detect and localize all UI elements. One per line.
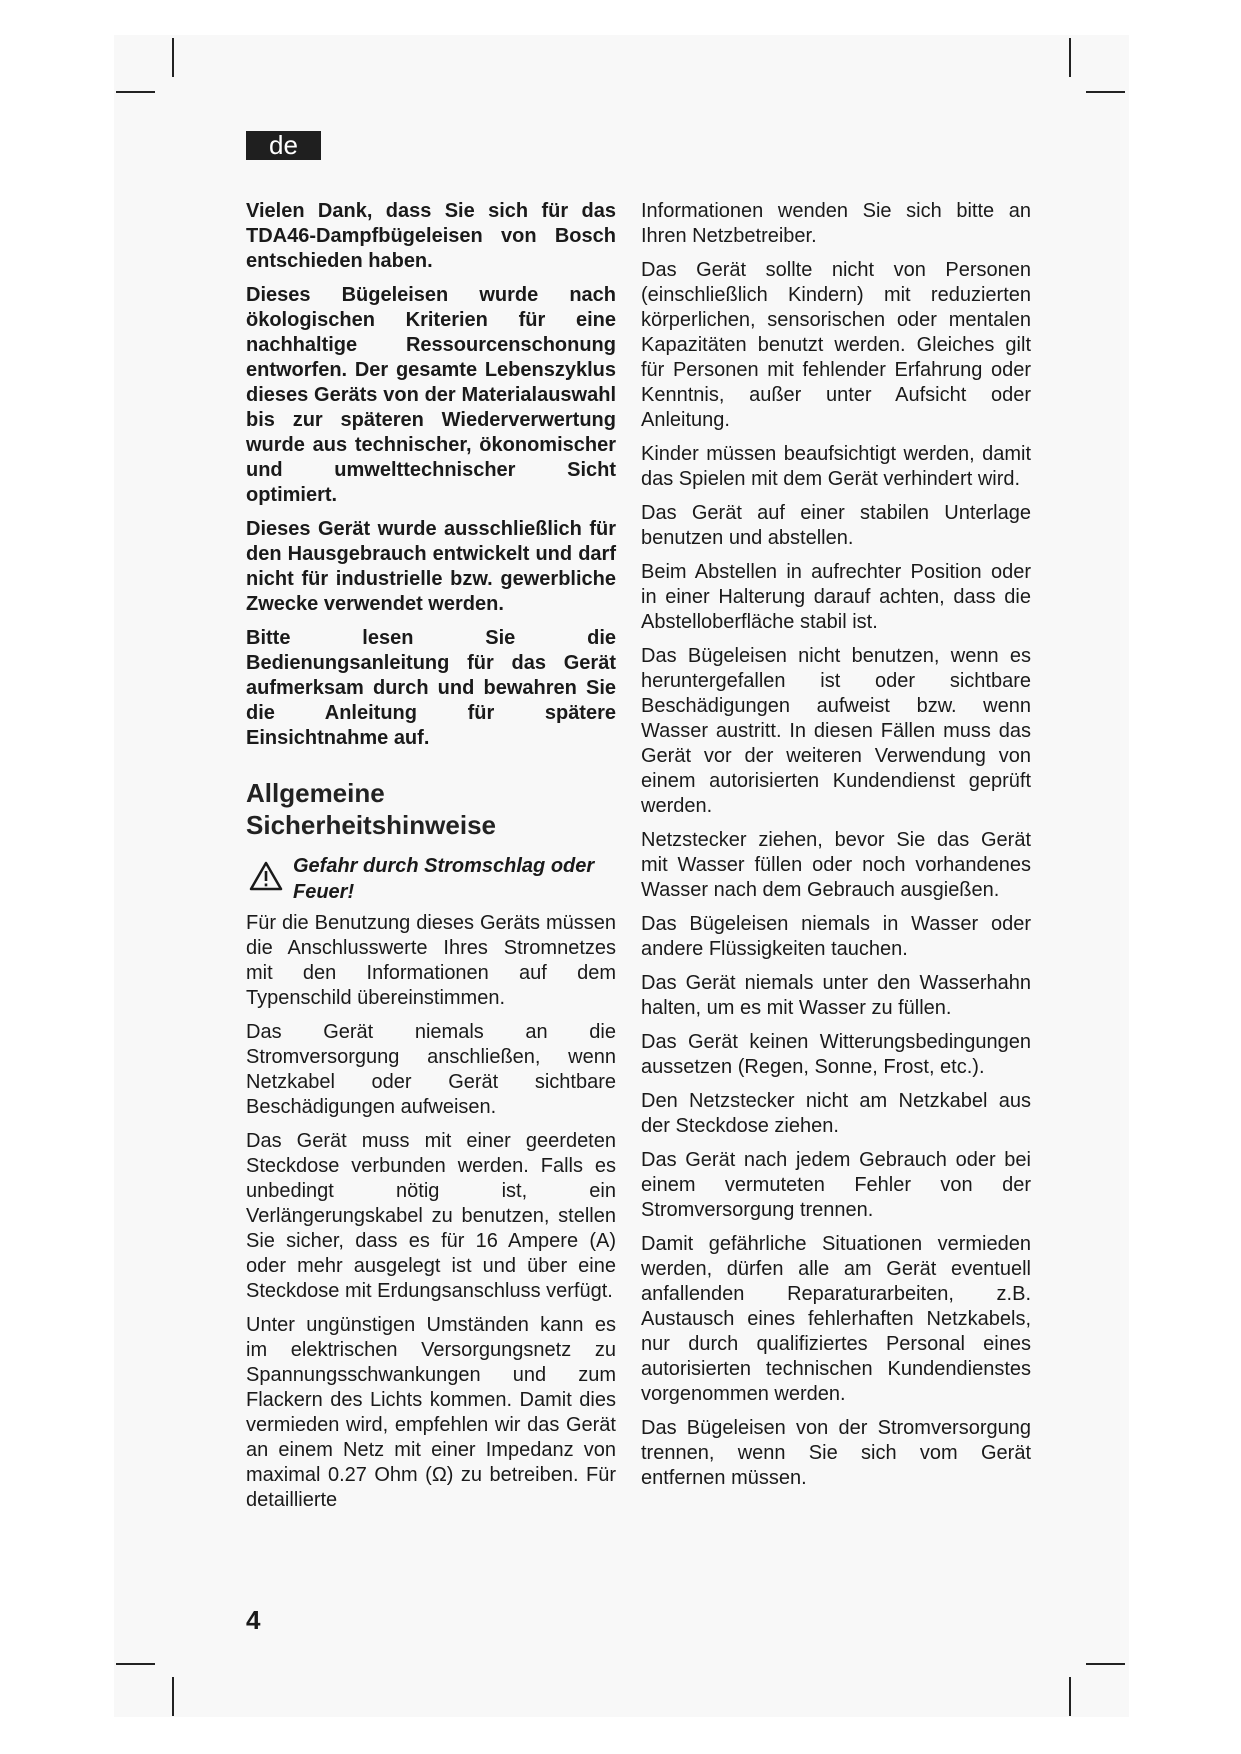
crop-mark-bottom-right-vertical xyxy=(1069,1677,1071,1716)
body-paragraph: Das Gerät nach jedem Gebrauch oder bei einem vermuteten Fehler von der Stromversorgung trennen. xyxy=(641,1149,1031,1221)
crop-mark-top-left-vertical xyxy=(172,38,174,77)
body-paragraph: Kinder müssen beaufsichtigt werden, damit das Spielen mit dem Gerät verhindert wird. xyxy=(641,443,1031,490)
section-title-line: Allgemeine xyxy=(246,778,385,808)
left-column xyxy=(246,199,616,1522)
body-paragraph: Für die Benutzung dieses Geräts müssen die Anschlusswerte Ihres Stromnetzes mit den Informationen auf dem Typenschild übereinstimmen. xyxy=(246,912,616,1009)
crop-mark-bottom-left-vertical xyxy=(172,1677,174,1716)
body-paragraph: Das Gerät sollte nicht von Personen (einschließlich Kindern) mit reduzierten körperlichen, sensorischen oder mentalen Kapazitäten benutzt werden. Gleiches gilt für Personen mit fehlender Erfahrung oder Kenntnis, außer unter Aufsicht oder Anleitung. xyxy=(641,259,1031,431)
crop-mark-top-right-horizontal xyxy=(1086,91,1125,93)
body-paragraph: Das Gerät auf einer stabilen Unterlage benutzen und abstellen. xyxy=(641,502,1031,549)
body-paragraph: Unter ungünstigen Umständen kann es im elektrischen Versorgungsnetz zu Spannungsschwankungen und zum Flackern des Lichts kommen. Damit dies vermieden wird, empfehlen wir das Gerät an einem Netz mit einer Impedanz von maximal 0.27 Ohm (Ω) zu betreiben. Für detaillierte xyxy=(246,1314,616,1511)
body-paragraph: Das Bügeleisen nicht benutzen, wenn es heruntergefallen ist oder sichtbare Beschädigungen aufweist bzw. wenn Wasser austritt. In diesen Fällen muss das Gerät vor der weiteren Verwendung von einem autorisierten Kundendienst geprüft werden. xyxy=(641,645,1031,817)
section-title xyxy=(246,777,616,841)
body-paragraph: Das Bügeleisen von der Stromversorgung trennen, wenn Sie sich vom Gerät entfernen müssen. xyxy=(641,1417,1031,1489)
body-paragraph: Informationen wenden Sie sich bitte an Ihren Netzbetreiber. xyxy=(641,200,1031,247)
body-paragraph: Beim Abstellen in aufrechter Position oder in einer Halterung darauf achten, dass die Abstelloberfläche stabil ist. xyxy=(641,561,1031,633)
crop-mark-bottom-right-horizontal xyxy=(1086,1663,1125,1665)
body-paragraph: Das Gerät niemals unter den Wasserhahn halten, um es mit Wasser zu füllen. xyxy=(641,972,1031,1019)
body-paragraph: Das Bügeleisen niemals in Wasser oder andere Flüssigkeiten tauchen. xyxy=(641,913,1031,960)
warning-block xyxy=(246,853,616,905)
page-number: 4 xyxy=(246,1605,261,1635)
intro-block xyxy=(246,199,616,751)
body-paragraph: Das Gerät muss mit einer geerdeten Steckdose verbunden werden. Falls es unbedingt nötig ist, ein Verlängerungskabel zu benutzen, stellen Sie sicher, dass es für 16 Ampere (A) oder mehr ausgelegt ist und über eine Steckdose mit Erdungsanschluss verfügt. xyxy=(246,1130,616,1302)
intro-paragraph: Dieses Gerät wurde ausschließlich für den Hausgebrauch entwickelt und darf nicht für industrielle bzw. gewerbliche Zwecke verwendet werden. xyxy=(246,518,616,615)
body-paragraph: Das Gerät niemals an die Stromversorgung anschließen, wenn Netzkabel oder Gerät sichtbare Beschädigungen aufweisen. xyxy=(246,1021,616,1118)
crop-mark-bottom-left-horizontal xyxy=(116,1663,155,1665)
warning-triangle-icon xyxy=(249,861,283,891)
right-column xyxy=(641,199,1031,1500)
crop-mark-top-left-horizontal xyxy=(116,91,155,93)
section-title-line: Sicherheitshinweise xyxy=(246,810,496,840)
intro-paragraph: Bitte lesen Sie die Bedienungsanleitung für das Gerät aufmerksam durch und bewahren Sie die Anleitung für spätere Einsichtnahme auf. xyxy=(246,627,616,749)
intro-paragraph: Vielen Dank, dass Sie sich für das TDA46-Dampfbügeleisen von Bosch entschieden haben. xyxy=(246,200,616,272)
body-paragraph: Den Netzstecker nicht am Netzkabel aus der Steckdose ziehen. xyxy=(641,1090,1031,1137)
body-paragraph: Das Gerät keinen Witterungsbedingungen aussetzen (Regen, Sonne, Frost, etc.). xyxy=(641,1031,1031,1078)
warning-text: Gefahr durch Stromschlag oder Feuer! xyxy=(293,855,595,903)
crop-mark-top-right-vertical xyxy=(1069,38,1071,77)
body-paragraph: Damit gefährliche Situationen vermieden werden, dürfen alle am Gerät eventuell anfallenden Reparaturarbeiten, z.B. Austausch eines fehlerhaften Netzkabels, nur durch qualifiziertes Personal eines autorisierten technischen Kundendienstes vorgenommen werden. xyxy=(641,1233,1031,1405)
language-tag: de xyxy=(246,131,321,160)
intro-paragraph: Dieses Bügeleisen wurde nach ökologischen Kriterien für eine nachhaltige Ressourcenschonung entworfen. Der gesamte Lebenszyklus dieses Geräts von der Materialauswahl bis zur späteren Wiederverwertung wurde aus technischer, ökonomischer und umwelttechnischer Sicht optimiert. xyxy=(246,284,616,506)
body-paragraph: Netzstecker ziehen, bevor Sie das Gerät mit Wasser füllen oder noch vorhandenes Wasser nach dem Gebrauch ausgießen. xyxy=(641,829,1031,901)
